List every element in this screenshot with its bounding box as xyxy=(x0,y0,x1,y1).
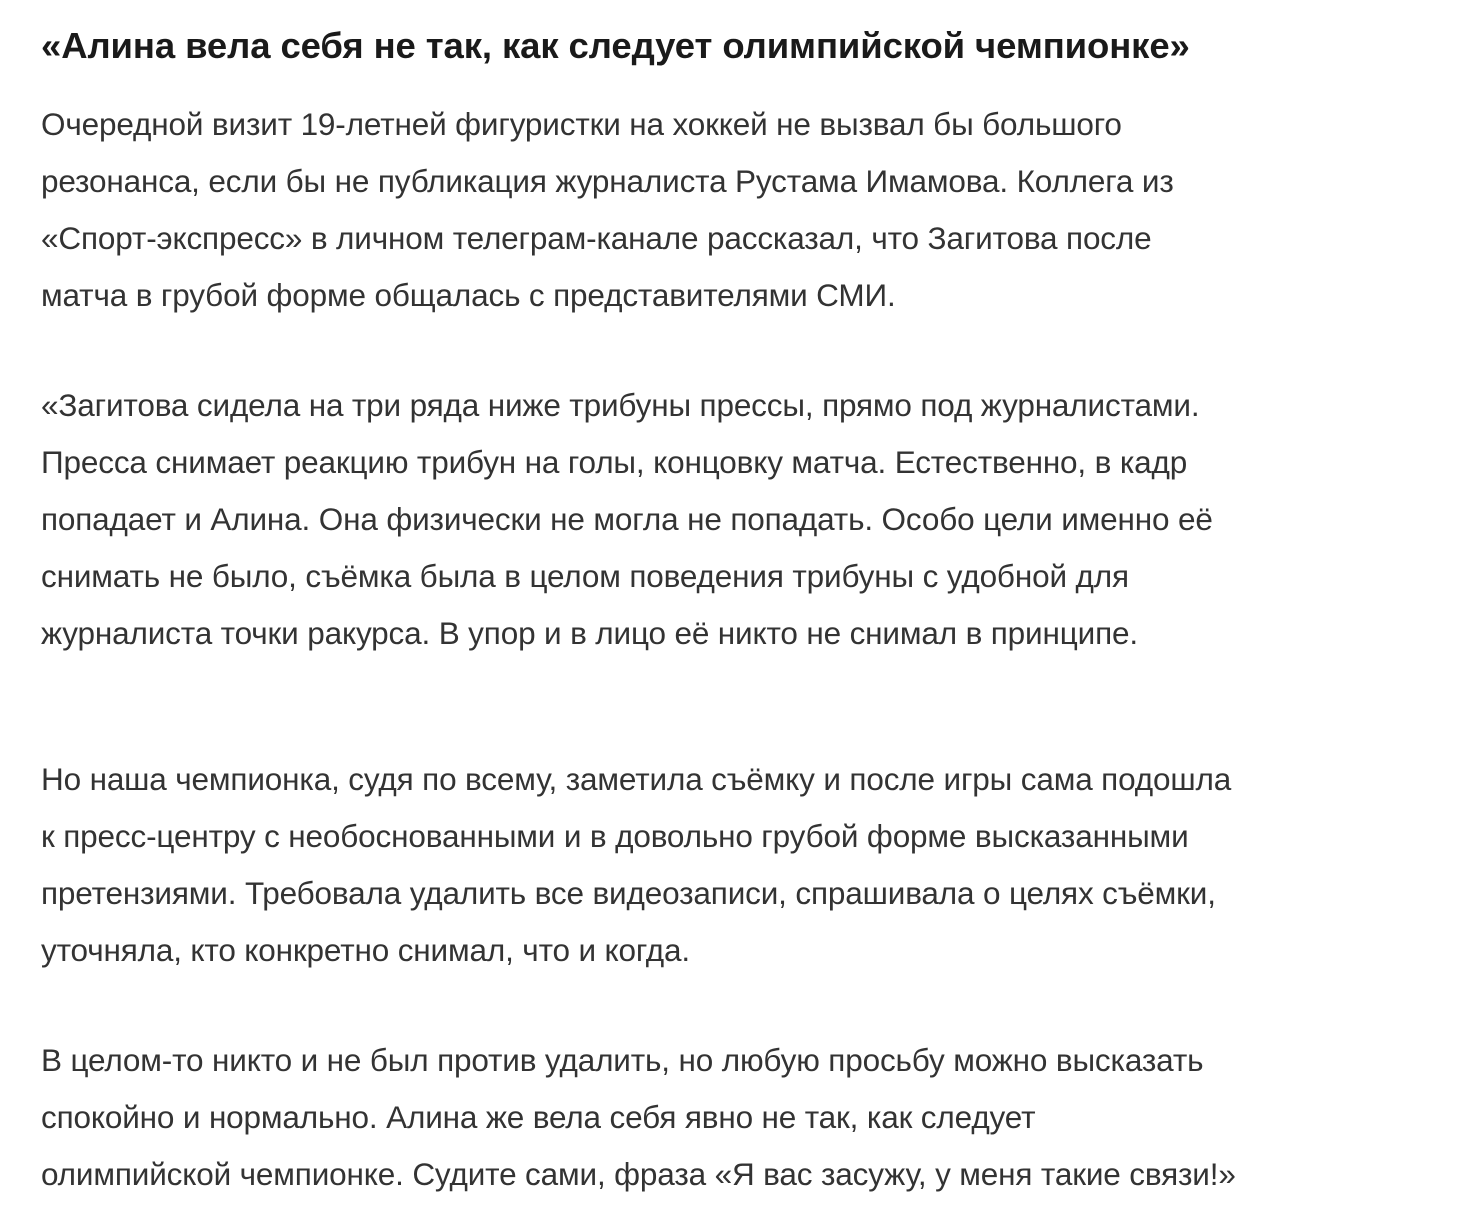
paragraph-4 xyxy=(41,1032,1236,1203)
article xyxy=(41,18,1441,1192)
text-line: «Спорт-экспресс» в личном телеграм-канале рассказал, что Загитова после xyxy=(41,220,1152,256)
text-line: матча в грубой форме общалась с представителями СМИ. xyxy=(41,277,896,313)
text-line: резонанса, если бы не публикация журналиста Рустама Имамова. Коллега из xyxy=(41,163,1174,199)
text-line: Очередной визит 19-летней фигуристки на хоккей не вызвал бы большого xyxy=(41,106,1122,142)
text-line: спокойно и нормально. Алина же вела себя явно не так, как следует xyxy=(41,1099,1036,1135)
text-line: снимать не было, съёмка была в целом поведения трибуны с удобной для xyxy=(41,558,1129,594)
text-line: Пресса снимает реакцию трибун на голы, концовку матча. Естественно, в кадр xyxy=(41,444,1188,480)
article-title: «Алина вела себя не так, как следует олимпийской чемпионке» xyxy=(41,25,1190,66)
paragraph-2-quote xyxy=(41,377,1213,662)
paragraph-3 xyxy=(41,751,1231,979)
text-line: попадает и Алина. Она физически не могла не попадать. Особо цели именно её xyxy=(41,501,1213,537)
paragraph-1 xyxy=(41,96,1174,324)
text-line: уточняла, кто конкретно снимал, что и когда. xyxy=(41,932,690,968)
text-line: олимпийской чемпионке. Судите сами, фраза «Я вас засужу, у меня такие связи!» xyxy=(41,1156,1236,1192)
text-line: В целом-то никто и не был против удалить, но любую просьбу можно высказать xyxy=(41,1042,1204,1078)
text-line: журналиста точки ракурса. В упор и в лицо её никто не снимал в принципе. xyxy=(41,615,1138,651)
text-line: претензиями. Требовала удалить все видеозаписи, спрашивала о целях съёмки, xyxy=(41,875,1216,911)
text-line: Но наша чемпионка, судя по всему, заметила съёмку и после игры сама подошла xyxy=(41,761,1232,797)
text-line: «Загитова сидела на три ряда ниже трибуны прессы, прямо под журналистами. xyxy=(41,387,1200,423)
text-line: к пресс-центру с необоснованными и в довольно грубой форме высказанными xyxy=(41,818,1189,854)
